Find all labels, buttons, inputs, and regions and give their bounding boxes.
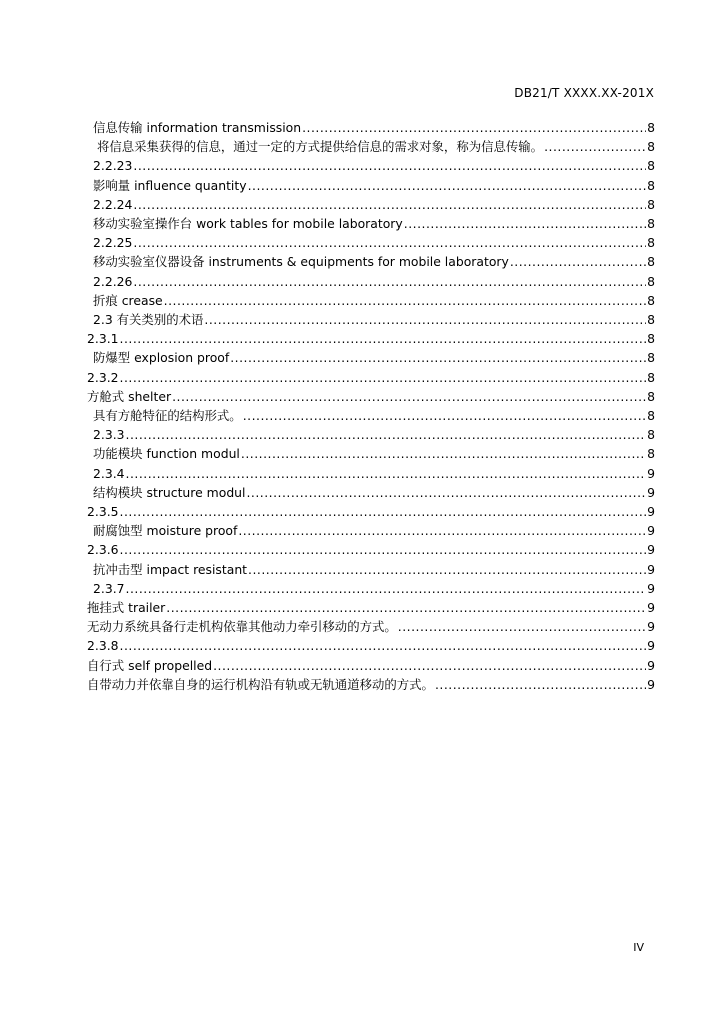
toc-entry-label: 2.2.23: [93, 158, 133, 174]
toc-entry[interactable]: [93, 195, 655, 214]
toc-entry-page: 8: [647, 273, 655, 289]
toc-leader-dots: [246, 483, 646, 502]
document-code-header: DB21/T XXXX.XX-201X: [514, 86, 654, 100]
toc-entry-page: 9: [647, 657, 655, 673]
toc-entry[interactable]: [93, 579, 655, 598]
toc-entry-label: 自行式 self propelled: [87, 657, 213, 673]
toc-entry-label: 影响量 influence quantity: [93, 177, 247, 193]
toc-entry-label: 方舱式 shelter: [87, 388, 172, 404]
toc-entry[interactable]: [93, 291, 655, 310]
toc-entry-label: 2.2.25: [93, 235, 133, 251]
toc-leader-dots: [302, 118, 646, 137]
toc-entry[interactable]: [93, 425, 655, 444]
toc-leader-dots: [120, 329, 647, 348]
toc-entry-page: 9: [647, 580, 655, 596]
toc-entry-label: 2.3.6: [87, 542, 119, 558]
toc-leader-dots: [248, 176, 647, 195]
toc-entry-page: 8: [647, 350, 655, 366]
toc-leader-dots: [243, 406, 646, 425]
toc-leader-dots: [510, 252, 646, 271]
toc-entry-page: 8: [647, 369, 655, 385]
toc-entry-label: 防爆型 explosion proof: [93, 350, 230, 366]
toc-entry-page: 9: [647, 523, 655, 539]
toc-entry[interactable]: [93, 444, 655, 463]
toc-entry[interactable]: [93, 406, 655, 425]
toc-entry[interactable]: [87, 675, 655, 694]
toc-leader-dots: [126, 579, 647, 598]
toc-leader-dots: [544, 137, 646, 156]
toc-entry-page: 9: [647, 638, 655, 654]
toc-entry-label: 功能模块 function modul: [93, 446, 240, 462]
toc-entry-label: 2.3.1: [87, 331, 119, 347]
toc-entry-page: 8: [647, 139, 655, 155]
toc-entry-label: 2.3 有关类别的术语: [93, 312, 204, 327]
toc-entry[interactable]: [97, 137, 655, 156]
toc-entry-page: 8: [647, 312, 655, 327]
toc-entry[interactable]: [93, 272, 655, 291]
toc-leader-dots: [120, 636, 647, 655]
toc-leader-dots: [133, 156, 646, 175]
toc-entry-label: 将信息采集获得的信息，通过一定的方式提供给信息的需求对象，称为信息传输。: [97, 139, 544, 155]
toc-entry-page: 9: [647, 504, 655, 519]
toc-entry-page: 9: [647, 465, 655, 481]
toc-leader-dots: [133, 233, 646, 252]
toc-entry-page: 8: [647, 254, 655, 270]
toc-entry-label: 2.3.7: [93, 580, 125, 596]
toc-entry[interactable]: [93, 214, 655, 233]
toc-entry-label: 具有方舱特征的结构形式。: [93, 408, 242, 423]
toc-entry-page: 8: [647, 331, 655, 347]
toc-entry-label: 2.3.5: [87, 504, 119, 519]
toc-entry-page: 9: [647, 676, 655, 692]
toc-entry-label: 拖挂式 trailer: [87, 600, 166, 615]
toc-entry[interactable]: [87, 540, 655, 559]
toc-entry[interactable]: [87, 656, 655, 675]
toc-leader-dots: [404, 214, 646, 233]
toc-entry[interactable]: [87, 598, 655, 617]
toc-leader-dots: [126, 464, 647, 483]
toc-leader-dots: [238, 521, 646, 540]
toc-entry-label: 抗冲击型 impact resistant: [93, 561, 248, 577]
toc-entry-label: 移动实验室操作台 work tables for mobile laboratory: [93, 216, 403, 231]
toc-leader-dots: [166, 598, 646, 617]
toc-leader-dots: [398, 617, 646, 636]
toc-entry[interactable]: [87, 617, 655, 636]
toc-entry[interactable]: [87, 368, 655, 387]
toc-entry-page: 9: [647, 561, 655, 577]
toc-entry[interactable]: [93, 348, 655, 367]
toc-leader-dots: [133, 195, 646, 214]
toc-entry[interactable]: [93, 252, 655, 271]
toc-entry-label: 2.3.8: [87, 638, 119, 654]
toc-entry[interactable]: [93, 521, 655, 540]
toc-entry[interactable]: [87, 636, 655, 655]
toc-leader-dots: [133, 272, 646, 291]
toc-entry-page: 9: [647, 619, 655, 635]
toc-entry-page: 9: [647, 542, 655, 558]
toc-entry-label: 自带动力并依靠自身的运行机构沿有轨或无轨通道移动的方式。: [87, 676, 434, 692]
toc-entry-page: 9: [647, 600, 655, 615]
toc-entry-page: 8: [647, 177, 655, 193]
toc-entry[interactable]: [93, 483, 655, 502]
toc-entry-page: 8: [647, 196, 655, 212]
toc-entry-label: 2.3.4: [93, 465, 125, 481]
toc-leader-dots: [213, 656, 646, 675]
toc-entry-page: 8: [647, 408, 655, 423]
toc-entry-page: 8: [647, 216, 655, 231]
toc-leader-dots: [204, 310, 646, 329]
page-number: IV: [633, 941, 644, 954]
toc-entry-label: 信息传输 information transmission: [93, 120, 302, 135]
toc-entry-page: 9: [647, 484, 655, 500]
toc-entry[interactable]: [93, 118, 655, 137]
toc-entry-page: 8: [647, 388, 655, 404]
toc-entry-label: 耐腐蚀型 moisture proof: [93, 523, 238, 539]
toc-leader-dots: [172, 387, 646, 406]
toc-leader-dots: [164, 291, 646, 310]
toc-entry-label: 2.3.2: [87, 369, 119, 385]
toc-entry-label: 2.3.3: [93, 427, 125, 443]
toc-leader-dots: [248, 560, 646, 579]
toc-leader-dots: [120, 368, 647, 387]
toc-leader-dots: [241, 444, 646, 463]
toc-entry-page: 8: [647, 235, 655, 251]
toc-entry[interactable]: [87, 329, 655, 348]
toc-entry-page: 8: [647, 120, 655, 135]
toc-entry[interactable]: [87, 502, 655, 521]
toc-leader-dots: [230, 348, 646, 367]
toc-leader-dots: [120, 540, 647, 559]
toc-entry[interactable]: [93, 156, 655, 175]
toc-leader-dots: [435, 675, 646, 694]
toc-entry-label: 2.2.26: [93, 273, 133, 289]
toc-entry[interactable]: [93, 233, 655, 252]
toc-entry-page: 8: [647, 158, 655, 174]
toc-entry[interactable]: [93, 310, 655, 329]
toc-entry-label: 2.2.24: [93, 196, 133, 212]
toc-entry-page: 8: [647, 427, 655, 443]
toc-leader-dots: [126, 425, 647, 444]
toc-leader-dots: [120, 502, 647, 521]
toc-entry-label: 无动力系统具备行走机构依靠其他动力牵引移动的方式。: [87, 619, 397, 635]
toc-entry[interactable]: [93, 176, 655, 195]
toc-entry-page: 8: [647, 446, 655, 462]
toc-entry[interactable]: [93, 560, 655, 579]
toc-entry[interactable]: [93, 464, 655, 483]
toc-entry[interactable]: [87, 387, 655, 406]
toc-entry-label: 结构模块 structure modul: [93, 484, 246, 500]
toc-entry-label: 移动实验室仪器设备 instruments & equipments for mobile laboratory: [93, 254, 509, 270]
toc-entry-page: 8: [647, 292, 655, 308]
toc-entry-label: 折痕 crease: [93, 292, 163, 308]
